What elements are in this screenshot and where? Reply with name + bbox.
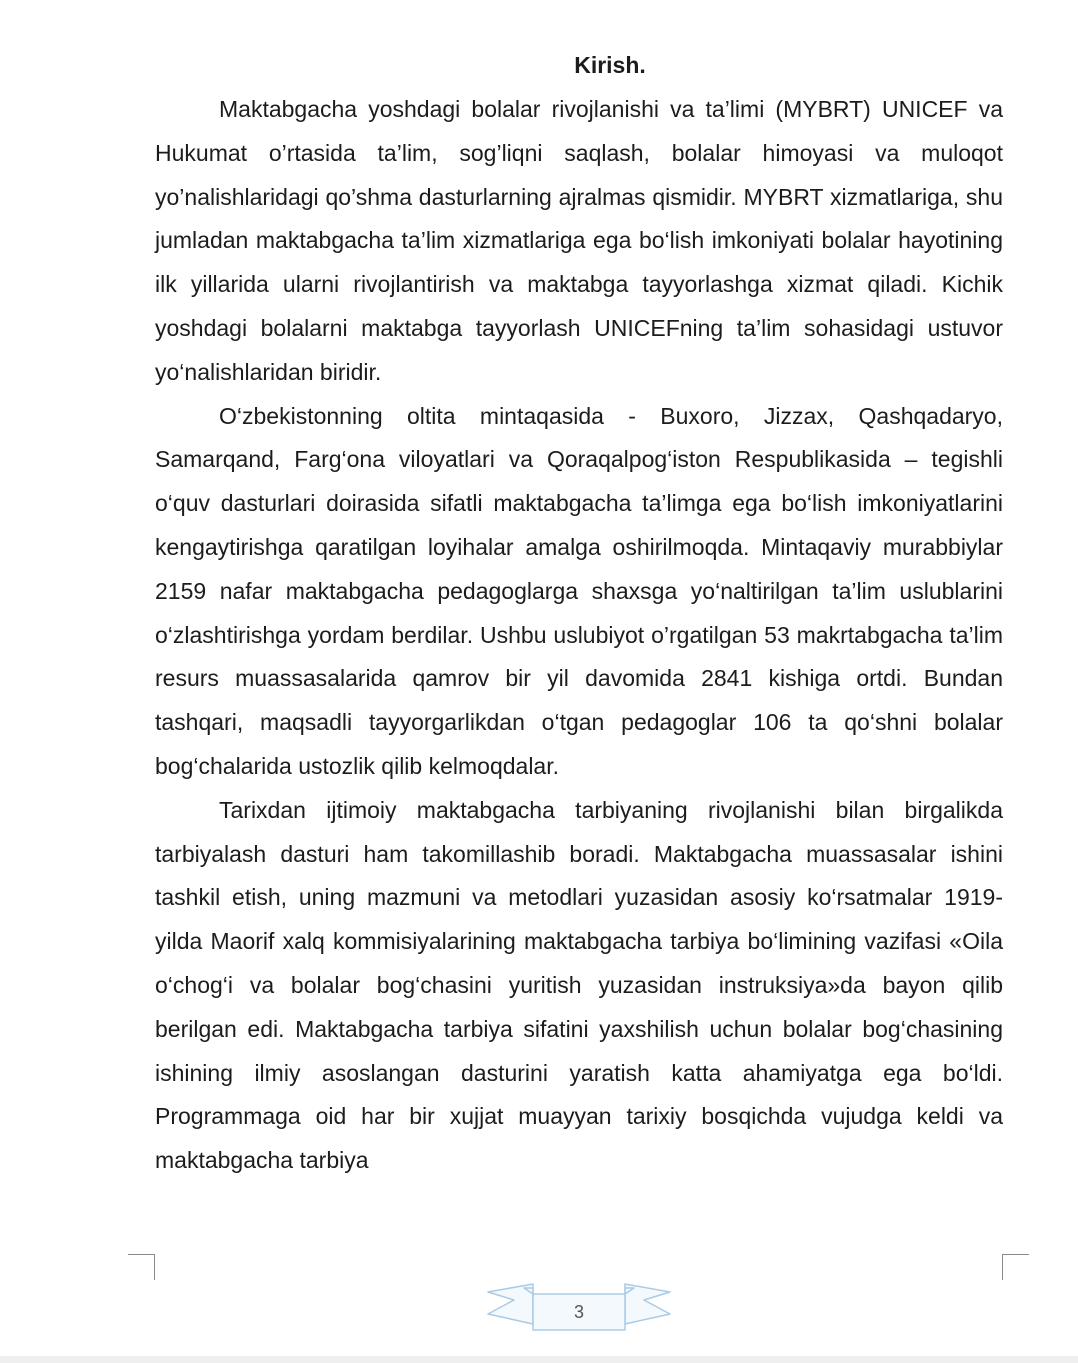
margin-corner-mark-right xyxy=(1002,1254,1029,1280)
viewer-bottom-strip xyxy=(0,1356,1078,1363)
page-number: 3 xyxy=(573,1302,584,1322)
body-text xyxy=(155,88,1003,1183)
margin-corner-mark-left xyxy=(128,1254,155,1280)
paragraph-2: O‘zbekistonning oltita mintaqasida - Buxoro, Jizzax, Qashqadaryo, Samarqand, Farg‘ona viloyatlari va Qoraqalpog‘iston Respublikasida – tegishli o‘quv dasturlari doirasida sifatli maktabgacha ta’limga ega bo‘lish imkoniyatlarini kengaytirishga qaratilgan loyihalar amalga oshirilmoqda. Mintaqaviy murabbiylar 2159 nafar maktabgacha pedagoglarga shaxsga yo‘naltirilgan ta’lim uslublarini o‘zlashtirishga yordam berdilar. Ushbu uslubiyot o’rgatilgan 53 makrtabgacha ta’lim resurs muassasalarida qamrov bir yil davomida 2841 kishiga ortdi. Bundan tashqari, maqsadli tayyorgarlikdan o‘tgan pedagoglar 106 ta qo‘shni bolalar bog‘chalarida ustozlik qilib kelmoqdalar. xyxy=(155,402,1003,779)
paragraph-3: Tarixdan ijtimoiy maktabgacha tarbiyaning rivojlanishi bilan birgalikda tarbiyalash dasturi ham takomillashib boradi. Maktabgacha muassasalar ishini tashkil etish, uning mazmuni va metodlari yuzasidan asosiy ko‘rsatmalar 1919- yilda Maorif xalq kommisiyalarining maktabgacha tarbiya bo‘limining vazifasi «Oila o‘chog‘i va bolalar bog‘chasini yuritish yuzasidan instruksiya»da bayon qilib berilgan edi. Maktabgacha tarbiya sifatini yaxshilish uchun bolalar bog‘chasining ishining ilmiy asoslangan dasturini yaratish katta ahamiyatga ega bo‘ldi. Programmaga oid har bir xujjat muayyan tarixiy bosqichda vujudga keldi va maktabgacha tarbiya xyxy=(155,796,1003,1174)
section-heading: Kirish. xyxy=(574,52,646,78)
paragraph-1: Maktabgacha yoshdagi bolalar rivojlanishi va ta’limi (MYBRT) UNICEF va Hukumat o’rtasida ta’lim, sog’liqni saqlash, bolalar himoyasi va muloqot yo’nalishlaridagi qo’shma dasturlarning ajralmas qismidir. MYBRT xizmatlariga, shu jumladan maktabgacha ta’lim xizmatlariga ega bo‘lish imkoniyati bolalar hayotining ilk yillarida ularni rivojlantirish va maktabga tayyorlashga xizmat qiladi. Kichik yoshdagi bolalarni maktabga tayyorlash UNICEFning ta’lim sohasidagi ustuvor yo‘nalishlaridan biridir. xyxy=(155,96,1003,385)
